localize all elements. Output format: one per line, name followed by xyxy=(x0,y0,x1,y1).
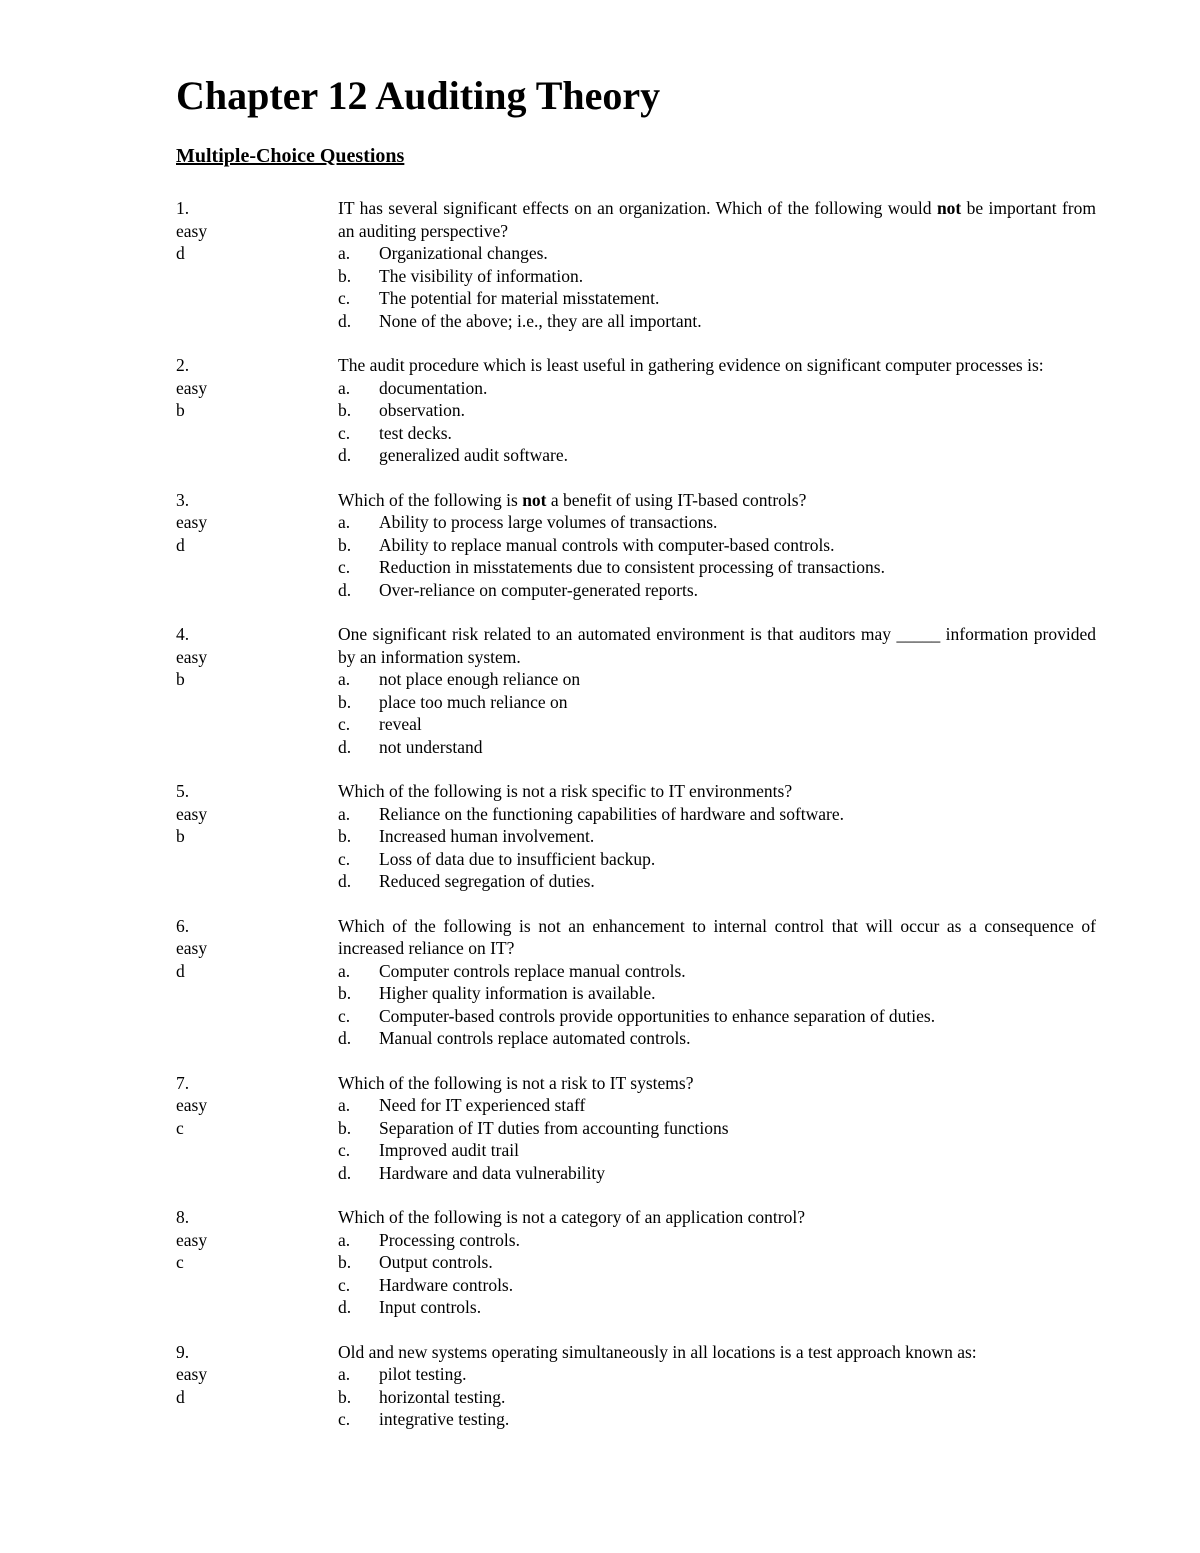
option-letter: b. xyxy=(338,983,352,1003)
question-number: 3. xyxy=(176,489,190,510)
option-text: Reduced segregation of duties. xyxy=(379,871,595,891)
question-meta xyxy=(176,623,326,691)
question-difficulty: easy xyxy=(176,1364,208,1384)
option-letter: a. xyxy=(338,1229,351,1250)
option-text: Need for IT experienced staff xyxy=(379,1095,586,1115)
stem-text: The audit procedure which is least useful in gathering evidence on significant computer processes is: xyxy=(338,355,1044,375)
section-heading: Multiple-Choice Questions xyxy=(176,145,405,167)
option-letter: c. xyxy=(338,848,351,869)
question-body xyxy=(338,1341,1096,1431)
option-letter: d. xyxy=(338,736,352,757)
question-stem xyxy=(338,915,1096,960)
answer-option xyxy=(338,1229,1096,1252)
answer-option xyxy=(338,691,1096,714)
option-letter: c. xyxy=(338,1409,351,1429)
question-meta xyxy=(176,197,326,265)
question-answer: c xyxy=(176,1117,184,1138)
option-text: horizontal testing. xyxy=(379,1386,506,1407)
question-body xyxy=(338,1072,1096,1185)
answer-option xyxy=(338,287,1096,310)
answer-option xyxy=(338,579,1096,602)
option-letter: b. xyxy=(338,1117,352,1138)
answer-option xyxy=(338,736,1096,759)
option-letter: d. xyxy=(338,871,352,891)
option-text: Reliance on the functioning capabilities of hardware and software. xyxy=(379,803,845,824)
option-text: Reduction in misstatements due to consistent processing of transactions. xyxy=(379,557,885,577)
stem-emphasis: not xyxy=(936,198,962,218)
answer-option xyxy=(338,1386,1096,1409)
option-text: Organizational changes. xyxy=(379,243,548,263)
question-meta xyxy=(176,1206,326,1274)
answer-option xyxy=(338,803,1096,826)
question-number: 9. xyxy=(176,1341,190,1362)
option-text: not place enough reliance on xyxy=(379,669,581,689)
option-text: Computer-based controls provide opportunities to enhance separation of duties. xyxy=(379,1005,936,1026)
option-text: Increased human involvement. xyxy=(379,826,595,846)
page-title: Chapter 12 Auditing Theory xyxy=(176,73,661,118)
option-letter: d. xyxy=(338,579,352,600)
question-stem xyxy=(338,780,1096,803)
answer-option xyxy=(338,556,1096,579)
answer-option xyxy=(338,1408,1096,1431)
question-stem xyxy=(338,197,1096,242)
question-item xyxy=(176,623,1096,758)
question-stem xyxy=(338,623,1096,668)
question-number: 7. xyxy=(176,1072,190,1093)
question-meta xyxy=(176,489,326,557)
option-letter: b. xyxy=(338,826,352,846)
option-text: Output controls. xyxy=(379,1252,493,1272)
question-body xyxy=(338,1206,1096,1319)
question-difficulty: easy xyxy=(176,512,208,532)
question-meta xyxy=(176,1341,326,1409)
question-stem xyxy=(338,354,1096,377)
question-stem xyxy=(338,489,1096,512)
option-text: pilot testing. xyxy=(379,1364,467,1384)
option-letter: c. xyxy=(338,1140,351,1160)
option-text: The potential for material misstatement. xyxy=(379,288,660,308)
question-meta xyxy=(176,915,326,983)
question-answer: b xyxy=(176,826,185,846)
option-text: The visibility of information. xyxy=(379,265,584,286)
answer-option xyxy=(338,1296,1096,1319)
question-item xyxy=(176,1341,1096,1431)
question-difficulty: easy xyxy=(176,803,208,824)
question-number: 6. xyxy=(176,915,190,936)
option-text: Hardware controls. xyxy=(379,1274,514,1295)
question-item xyxy=(176,915,1096,1050)
option-letter: c. xyxy=(338,1005,351,1026)
question-answer: d xyxy=(176,534,185,555)
answer-option xyxy=(338,377,1096,400)
option-text: Ability to process large volumes of transactions. xyxy=(379,512,718,532)
option-letter: b. xyxy=(338,1386,352,1407)
option-text: place too much reliance on xyxy=(379,691,568,712)
question-difficulty: easy xyxy=(176,1229,208,1250)
stem-text: Which of the following is not a category of an application control? xyxy=(338,1207,806,1227)
stem-text: Which of the following is not an enhancement to internal control that will occur as a consequence of increased reliance on IT? xyxy=(338,915,1096,958)
stem-text: a benefit of using IT-based controls? xyxy=(546,489,807,510)
question-answer: c xyxy=(176,1252,184,1272)
option-letter: a. xyxy=(338,512,351,532)
answer-option xyxy=(338,399,1096,422)
option-text: Separation of IT duties from accounting functions xyxy=(379,1117,729,1138)
question-difficulty: easy xyxy=(176,646,208,667)
answer-option xyxy=(338,982,1096,1005)
question-meta xyxy=(176,354,326,422)
answer-option xyxy=(338,1094,1096,1117)
question-list xyxy=(176,197,1096,1453)
option-letter: c. xyxy=(338,1274,351,1295)
option-text: Higher quality information is available. xyxy=(379,983,656,1003)
question-answer: b xyxy=(176,669,185,689)
option-text: Loss of data due to insufficient backup. xyxy=(379,848,656,869)
option-text: not understand xyxy=(379,736,483,757)
answer-option xyxy=(338,444,1096,467)
answer-option xyxy=(338,1274,1096,1297)
option-letter: a. xyxy=(338,960,351,981)
option-text: None of the above; i.e., they are all important. xyxy=(379,310,702,331)
question-number: 4. xyxy=(176,624,190,644)
option-text: Processing controls. xyxy=(379,1229,520,1250)
question-answer: d xyxy=(176,1386,185,1407)
question-item xyxy=(176,354,1096,467)
option-text: integrative testing. xyxy=(379,1409,510,1429)
question-body xyxy=(338,915,1096,1050)
stem-text: Old and new systems operating simultaneously in all locations is a test approach known as: xyxy=(338,1341,977,1362)
option-letter: c. xyxy=(338,714,351,734)
answer-option xyxy=(338,511,1096,534)
option-letter: b. xyxy=(338,534,352,555)
stem-text: IT has several significant effects on an organization. Which of the following would xyxy=(338,198,937,218)
question-number: 8. xyxy=(176,1207,190,1227)
answer-option xyxy=(338,1251,1096,1274)
option-letter: d. xyxy=(338,445,352,465)
question-number: 5. xyxy=(176,781,190,801)
option-text: Manual controls replace automated controls. xyxy=(379,1028,691,1048)
answer-option xyxy=(338,848,1096,871)
stem-text: Which of the following is xyxy=(338,489,523,510)
option-letter: a. xyxy=(338,243,351,263)
question-stem xyxy=(338,1206,1096,1229)
answer-option xyxy=(338,1139,1096,1162)
answer-option xyxy=(338,1027,1096,1050)
question-meta xyxy=(176,780,326,848)
question-item xyxy=(176,489,1096,602)
option-letter: c. xyxy=(338,288,351,308)
question-item xyxy=(176,1072,1096,1185)
answer-option xyxy=(338,1363,1096,1386)
answer-option xyxy=(338,1162,1096,1185)
option-letter: d. xyxy=(338,1297,352,1317)
option-text: Hardware and data vulnerability xyxy=(379,1162,605,1183)
option-text: observation. xyxy=(379,400,466,420)
question-difficulty: easy xyxy=(176,1095,208,1115)
option-letter: c. xyxy=(338,557,351,577)
question-body xyxy=(338,354,1096,467)
option-letter: a. xyxy=(338,669,351,689)
answer-option xyxy=(338,1005,1096,1028)
option-letter: d. xyxy=(338,1162,352,1183)
answer-option xyxy=(338,668,1096,691)
question-answer: d xyxy=(176,960,185,981)
question-meta xyxy=(176,1072,326,1140)
question-answer: b xyxy=(176,400,185,420)
question-difficulty: easy xyxy=(176,377,208,398)
option-letter: a. xyxy=(338,803,351,824)
answer-option xyxy=(338,265,1096,288)
answer-option xyxy=(338,534,1096,557)
option-text: reveal xyxy=(379,714,422,734)
option-letter: d. xyxy=(338,1028,352,1048)
option-text: Improved audit trail xyxy=(379,1140,519,1160)
option-letter: b. xyxy=(338,400,352,420)
question-number: 1. xyxy=(176,198,190,218)
answer-option xyxy=(338,242,1096,265)
question-body xyxy=(338,623,1096,758)
option-letter: b. xyxy=(338,1252,352,1272)
option-text: Input controls. xyxy=(379,1297,482,1317)
question-item xyxy=(176,1206,1096,1319)
stem-text: Which of the following is not a risk specific to IT environments? xyxy=(338,781,793,801)
stem-text: Which of the following is not a risk to IT systems? xyxy=(338,1072,694,1093)
question-item xyxy=(176,780,1096,893)
question-answer: d xyxy=(176,243,185,263)
stem-text: be important from an auditing perspective? xyxy=(338,198,1096,241)
option-letter: a. xyxy=(338,1364,351,1384)
option-text: Ability to replace manual controls with computer-based controls. xyxy=(379,534,835,555)
option-text: Over-reliance on computer-generated reports. xyxy=(379,579,698,600)
option-letter: d. xyxy=(338,310,352,331)
option-text: generalized audit software. xyxy=(379,445,569,465)
option-letter: a. xyxy=(338,1095,351,1115)
option-text: test decks. xyxy=(379,422,452,443)
question-number: 2. xyxy=(176,355,190,375)
option-letter: b. xyxy=(338,265,352,286)
option-letter: a. xyxy=(338,377,351,398)
answer-option xyxy=(338,310,1096,333)
answer-option xyxy=(338,960,1096,983)
stem-text: One significant risk related to an automated environment is that auditors may _____ information provided by an information system. xyxy=(338,624,1096,667)
question-body xyxy=(338,489,1096,602)
question-difficulty: easy xyxy=(176,220,208,241)
option-text: Computer controls replace manual controls. xyxy=(379,960,686,981)
answer-option xyxy=(338,870,1096,893)
answer-option xyxy=(338,825,1096,848)
question-stem xyxy=(338,1072,1096,1095)
question-item xyxy=(176,197,1096,332)
answer-option xyxy=(338,422,1096,445)
question-body xyxy=(338,197,1096,332)
question-body xyxy=(338,780,1096,893)
question-stem xyxy=(338,1341,1096,1364)
answer-option xyxy=(338,713,1096,736)
stem-emphasis: not xyxy=(522,489,547,510)
option-letter: b. xyxy=(338,691,352,712)
option-letter: c. xyxy=(338,422,351,443)
question-difficulty: easy xyxy=(176,938,208,958)
answer-option xyxy=(338,1117,1096,1140)
option-text: documentation. xyxy=(379,377,488,398)
